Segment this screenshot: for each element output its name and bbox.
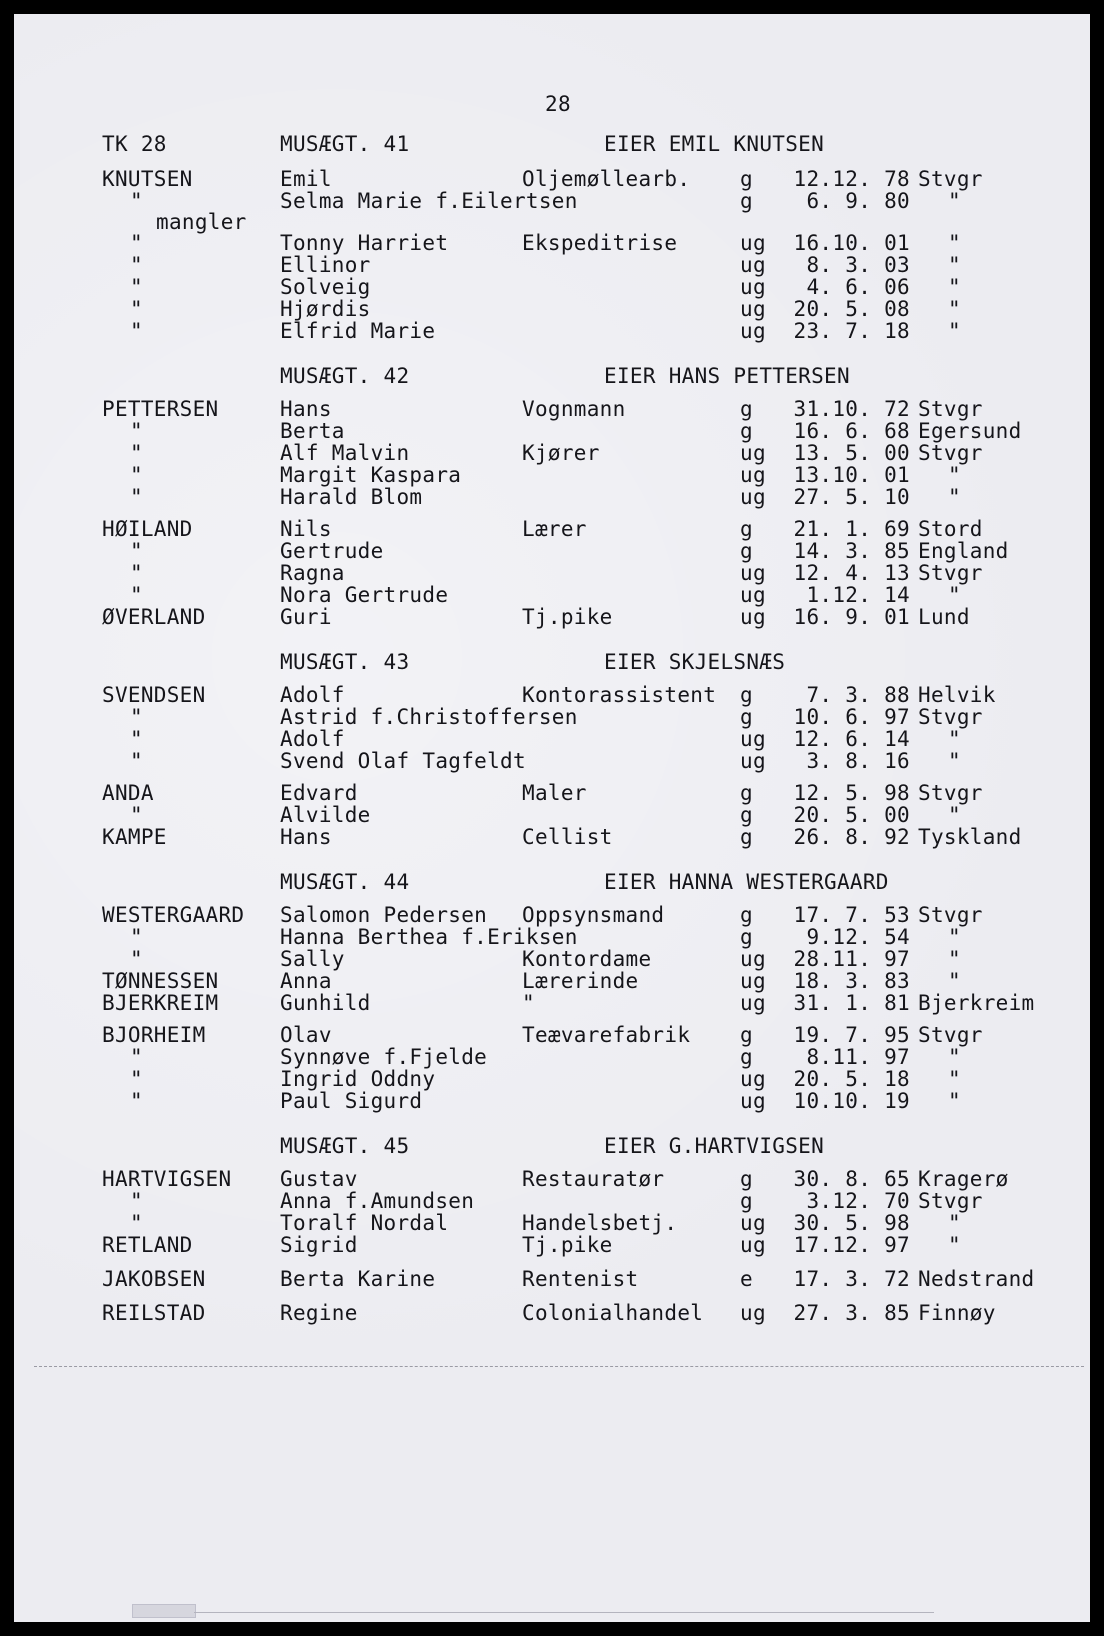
first-name: Adolf [280, 683, 345, 707]
surname: KNUTSEN [102, 167, 193, 191]
birth-place: " [948, 969, 961, 993]
birth-place: Stvgr [918, 903, 983, 927]
marital-status: g [740, 517, 753, 541]
marital-status: g [740, 189, 753, 213]
birth-date: 20. 5. 08 [793, 297, 910, 321]
surname: TØNNESSEN [102, 969, 219, 993]
surname: " [130, 485, 143, 509]
birth-date: 10.10. 19 [793, 1089, 910, 1113]
occupation: Colonialhandel [522, 1301, 704, 1325]
first-name: Ragna [280, 561, 345, 585]
birth-place: Stord [918, 517, 983, 541]
marital-status: ug [740, 231, 766, 255]
surname: SVENDSEN [102, 683, 206, 707]
birth-place: " [948, 189, 961, 213]
marital-status: g [740, 903, 753, 927]
birth-date: 12. 6. 14 [793, 727, 910, 751]
marital-status: g [740, 1045, 753, 1069]
marital-status: ug [740, 297, 766, 321]
first-name: Sally [280, 947, 345, 971]
occupation: Vognmann [522, 397, 626, 421]
birth-date: 3.12. 70 [806, 1189, 910, 1213]
first-name: Hanna Berthea f.Eriksen [280, 925, 578, 949]
marital-status: ug [740, 275, 766, 299]
surname: " [130, 925, 143, 949]
birth-date: 16.10. 01 [793, 231, 910, 255]
marital-status: g [740, 825, 753, 849]
first-name: Selma Marie f.Eilertsen [280, 189, 578, 213]
birth-date: 3. 8. 16 [806, 749, 910, 773]
owner-label: EIER G.HARTVIGSEN [604, 1134, 825, 1158]
birth-place: Kragerø [918, 1167, 1009, 1191]
birth-date: 7. 3. 88 [806, 683, 910, 707]
birth-date: 10. 6. 97 [793, 705, 910, 729]
birth-place: Nedstrand [918, 1267, 1035, 1291]
birth-place: " [948, 947, 961, 971]
birth-place: " [948, 583, 961, 607]
first-name: Margit Kaspara [280, 463, 462, 487]
first-name: Salomon Pedersen [280, 903, 488, 927]
surname: " [130, 189, 143, 213]
owner-label: EIER HANNA WESTERGAARD [604, 870, 889, 894]
first-name: Olav [280, 1023, 332, 1047]
marital-status: ug [740, 1301, 766, 1325]
marital-status: g [740, 803, 753, 827]
musaegt-label: MUSÆGT. 42 [280, 364, 410, 388]
birth-place: England [918, 539, 1009, 563]
margin-note: mangler [156, 210, 247, 234]
marital-status: ug [740, 441, 766, 465]
birth-date: 31.10. 72 [793, 397, 910, 421]
first-name: Berta [280, 419, 345, 443]
first-name: Hans [280, 825, 332, 849]
first-name: Hans [280, 397, 332, 421]
birth-place: Bjerkreim [918, 991, 1035, 1015]
birth-date: 27. 3. 85 [793, 1301, 910, 1325]
first-name: Anna f.Amundsen [280, 1189, 475, 1213]
surname: " [130, 1189, 143, 1213]
marital-status: g [740, 419, 753, 443]
birth-date: 12. 5. 98 [793, 781, 910, 805]
surname: " [130, 1067, 143, 1091]
marital-status: ug [740, 1089, 766, 1113]
birth-place: " [948, 1067, 961, 1091]
surname: " [130, 1045, 143, 1069]
birth-date: 9.12. 54 [806, 925, 910, 949]
surname: HARTVIGSEN [102, 1167, 232, 1191]
surname: ANDA [102, 781, 154, 805]
occupation: Handelsbetj. [522, 1211, 678, 1235]
birth-date: 13.10. 01 [793, 463, 910, 487]
occupation: Oppsynsmand [522, 903, 665, 927]
birth-date: 17. 3. 72 [793, 1267, 910, 1291]
birth-place: " [948, 1045, 961, 1069]
first-name: Svend Olaf Tagfeldt [280, 749, 526, 773]
birth-place: " [948, 253, 961, 277]
surname: " [130, 749, 143, 773]
marital-status: ug [740, 749, 766, 773]
first-name: Hjørdis [280, 297, 371, 321]
surname: BJERKREIM [102, 991, 219, 1015]
surname: HØILAND [102, 517, 193, 541]
first-name: Emil [280, 167, 332, 191]
birth-place: " [948, 1233, 961, 1257]
birth-date: 18. 3. 83 [793, 969, 910, 993]
musaegt-label: MUSÆGT. 44 [280, 870, 410, 894]
marital-status: ug [740, 583, 766, 607]
marital-status: g [740, 683, 753, 707]
marital-status: g [740, 397, 753, 421]
surname: " [130, 319, 143, 343]
marital-status: g [740, 167, 753, 191]
birth-place: " [948, 485, 961, 509]
bottom-rule [194, 1612, 934, 1613]
marital-status: ug [740, 561, 766, 585]
occupation: Cellist [522, 825, 613, 849]
surname: " [130, 419, 143, 443]
page-number: 28 [545, 92, 571, 116]
first-name: Adolf [280, 727, 345, 751]
surname: " [130, 1089, 143, 1113]
birth-place: Stvgr [918, 441, 983, 465]
birth-date: 6. 9. 80 [806, 189, 910, 213]
surname: " [130, 441, 143, 465]
occupation: Lærer [522, 517, 587, 541]
first-name: Guri [280, 605, 332, 629]
marital-status: ug [740, 253, 766, 277]
birth-date: 31. 1. 81 [793, 991, 910, 1015]
surname: PETTERSEN [102, 397, 219, 421]
owner-label: EIER SKJELSNÆS [604, 650, 786, 674]
first-name: Nora Gertrude [280, 583, 449, 607]
first-name: Nils [280, 517, 332, 541]
marital-status: ug [740, 605, 766, 629]
first-name: Gustav [280, 1167, 358, 1191]
musaegt-label: MUSÆGT. 45 [280, 1134, 410, 1158]
first-name: Anna [280, 969, 332, 993]
birth-date: 12.12. 78 [793, 167, 910, 191]
birth-place: Finnøy [918, 1301, 996, 1325]
marital-status: ug [740, 1233, 766, 1257]
first-name: Sigrid [280, 1233, 358, 1257]
birth-place: Stvgr [918, 1189, 983, 1213]
marital-status: g [740, 1023, 753, 1047]
occupation: Ekspeditrise [522, 231, 678, 255]
birth-date: 30. 8. 65 [793, 1167, 910, 1191]
birth-date: 4. 6. 06 [806, 275, 910, 299]
birth-place: " [948, 925, 961, 949]
tk-label: TK 28 [102, 132, 167, 156]
marital-status: g [740, 925, 753, 949]
surname: " [130, 275, 143, 299]
surname: WESTERGAARD [102, 903, 245, 927]
birth-date: 19. 7. 95 [793, 1023, 910, 1047]
birth-date: 27. 5. 10 [793, 485, 910, 509]
marital-status: ug [740, 947, 766, 971]
first-name: Astrid f.Christoffersen [280, 705, 578, 729]
marital-status: e [740, 1267, 753, 1291]
marital-status: ug [740, 463, 766, 487]
occupation: Tj.pike [522, 1233, 613, 1257]
marital-status: g [740, 539, 753, 563]
birth-date: 20. 5. 00 [793, 803, 910, 827]
birth-date: 14. 3. 85 [793, 539, 910, 563]
birth-date: 13. 5. 00 [793, 441, 910, 465]
birth-date: 21. 1. 69 [793, 517, 910, 541]
birth-place: Stvgr [918, 705, 983, 729]
surname: RETLAND [102, 1233, 193, 1257]
first-name: Regine [280, 1301, 358, 1325]
marital-status: g [740, 1189, 753, 1213]
first-name: Gunhild [280, 991, 371, 1015]
scan-smudge [132, 1604, 196, 1618]
surname: " [130, 803, 143, 827]
surname: " [130, 1211, 143, 1235]
birth-place: " [948, 319, 961, 343]
birth-date: 1.12. 14 [806, 583, 910, 607]
occupation: Rentenist [522, 1267, 639, 1291]
birth-date: 23. 7. 18 [793, 319, 910, 343]
marital-status: ug [740, 969, 766, 993]
surname: " [130, 253, 143, 277]
birth-place: Stvgr [918, 561, 983, 585]
surname: " [130, 231, 143, 255]
occupation: Oljemøllearb. [522, 167, 691, 191]
surname: " [130, 561, 143, 585]
birth-place: " [948, 1089, 961, 1113]
birth-place: " [948, 727, 961, 751]
birth-date: 30. 5. 98 [793, 1211, 910, 1235]
birth-place: Stvgr [918, 1023, 983, 1047]
birth-place: Helvik [918, 683, 996, 707]
surname: " [130, 727, 143, 751]
birth-place: Stvgr [918, 781, 983, 805]
first-name: Berta Karine [280, 1267, 436, 1291]
birth-place: Stvgr [918, 167, 983, 191]
birth-place: Tyskland [918, 825, 1022, 849]
birth-date: 17. 7. 53 [793, 903, 910, 927]
birth-date: 12. 4. 13 [793, 561, 910, 585]
occupation: Kontorassistent [522, 683, 717, 707]
marital-status: g [740, 1167, 753, 1191]
surname: " [130, 583, 143, 607]
birth-place: " [948, 231, 961, 255]
marital-status: ug [740, 319, 766, 343]
birth-date: 26. 8. 92 [793, 825, 910, 849]
first-name: Gertrude [280, 539, 384, 563]
first-name: Elfrid Marie [280, 319, 436, 343]
birth-date: 17.12. 97 [793, 1233, 910, 1257]
birth-place: " [948, 463, 961, 487]
birth-place: " [948, 803, 961, 827]
first-name: Toralf Nordal [280, 1211, 449, 1235]
surname: ØVERLAND [102, 605, 206, 629]
surname: " [130, 463, 143, 487]
first-name: Alvilde [280, 803, 371, 827]
marital-status: g [740, 705, 753, 729]
birth-date: 8.11. 97 [806, 1045, 910, 1069]
owner-label: EIER EMIL KNUTSEN [604, 132, 825, 156]
surname: " [130, 947, 143, 971]
birth-place: " [948, 749, 961, 773]
occupation: Tj.pike [522, 605, 613, 629]
marital-status: ug [740, 991, 766, 1015]
cut-line [34, 1366, 1084, 1367]
marital-status: ug [740, 1211, 766, 1235]
first-name: Ellinor [280, 253, 371, 277]
surname: REILSTAD [102, 1301, 206, 1325]
occupation: Lærerinde [522, 969, 639, 993]
first-name: Alf Malvin [280, 441, 410, 465]
birth-date: 28.11. 97 [793, 947, 910, 971]
marital-status: g [740, 781, 753, 805]
first-name: Solveig [280, 275, 371, 299]
first-name: Paul Sigurd [280, 1089, 423, 1113]
marital-status: ug [740, 1067, 766, 1091]
surname: KAMPE [102, 825, 167, 849]
birth-place: Egersund [918, 419, 1022, 443]
birth-date: 8. 3. 03 [806, 253, 910, 277]
occupation: Kjører [522, 441, 600, 465]
first-name: Harald Blom [280, 485, 423, 509]
first-name: Synnøve f.Fjelde [280, 1045, 488, 1069]
musaegt-label: MUSÆGT. 41 [280, 132, 410, 156]
occupation: Maler [522, 781, 587, 805]
surname: BJORHEIM [102, 1023, 206, 1047]
birth-place: Stvgr [918, 397, 983, 421]
marital-status: ug [740, 485, 766, 509]
surname: " [130, 539, 143, 563]
first-name: Tonny Harriet [280, 231, 449, 255]
occupation: Kontordame [522, 947, 652, 971]
surname: " [130, 297, 143, 321]
birth-place: " [948, 1211, 961, 1235]
surname: " [130, 705, 143, 729]
occupation: Restauratør [522, 1167, 665, 1191]
first-name: Edvard [280, 781, 358, 805]
occupation: " [522, 991, 535, 1015]
document-page [14, 14, 1090, 1622]
musaegt-label: MUSÆGT. 43 [280, 650, 410, 674]
occupation: Teævarefabrik [522, 1023, 691, 1047]
surname: JAKOBSEN [102, 1267, 206, 1291]
birth-date: 16. 6. 68 [793, 419, 910, 443]
owner-label: EIER HANS PETTERSEN [604, 364, 850, 388]
marital-status: ug [740, 727, 766, 751]
birth-date: 16. 9. 01 [793, 605, 910, 629]
birth-place: " [948, 297, 961, 321]
birth-date: 20. 5. 18 [793, 1067, 910, 1091]
birth-place: " [948, 275, 961, 299]
birth-place: Lund [918, 605, 970, 629]
first-name: Ingrid Oddny [280, 1067, 436, 1091]
register-content [14, 14, 1090, 1622]
